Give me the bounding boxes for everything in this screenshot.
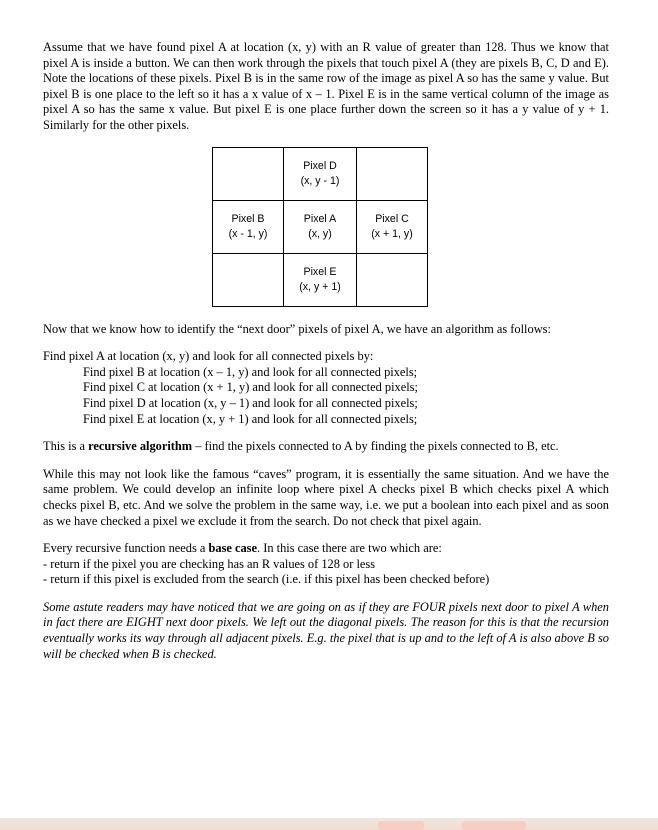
algorithm-step: Find pixel E at location (x, y + 1) and look for all connected pixels;	[83, 411, 418, 426]
grid-cell-pixel-e	[284, 253, 357, 306]
algorithm-step: Find pixel C at location (x + 1, y) and look for all connected pixels;	[83, 380, 418, 395]
algorithm-lead-paragraph: Now that we know how to identify the “next door” pixels of pixel A, we have an algorithm as follows:	[43, 321, 551, 336]
pixel-c-coord: (x + 1, y)	[371, 227, 413, 240]
pixel-d-label: Pixel D	[303, 159, 337, 172]
algorithm-step: Find pixel B at location (x – 1, y) and look for all connected pixels;	[83, 364, 418, 379]
base-case-item: - return if this pixel is excluded from the search (i.e. if this pixel has been checked before)	[43, 572, 490, 587]
pixel-a-coord: (x, y)	[308, 227, 332, 240]
pixel-e-coord: (x, y + 1)	[299, 280, 341, 293]
algorithm-block	[43, 349, 609, 427]
grid-cell-pixel-a	[284, 200, 357, 253]
base-case-item: - return if the pixel you are checking has an R values of 128 or less	[43, 556, 376, 571]
document-content	[43, 40, 609, 662]
base-case-term: base case	[208, 541, 258, 556]
pixel-grid-wrapper	[212, 147, 609, 307]
recursive-text-before: This is a	[43, 439, 89, 454]
page-bottom-edge	[0, 818, 658, 830]
diagonal-note-text: Some astute readers may have noticed that we are going on as if they are FOUR pixels next door to pixel A when in fact there are EIGHT next door pixels. We left out the diagonal pixels. The reason for this is that the recursion eventually works its way through all adjacent pixels. E.g. the pixel that is up and to the left of A is also above B so will be checked when B is checked.	[43, 599, 609, 661]
grid-cell-empty	[357, 147, 428, 200]
pixel-a-label: Pixel A	[303, 212, 337, 225]
algorithm-intro: Find pixel A at location (x, y) and look for all connected pixels by:	[43, 349, 374, 364]
base-case-text-after: . In this case there are two which are:	[257, 541, 442, 556]
pixel-b-label: Pixel B	[231, 212, 265, 225]
algorithm-step: Find pixel D at location (x, y – 1) and look for all connected pixels;	[83, 395, 418, 410]
base-case-block	[43, 541, 609, 588]
grid-cell-empty	[357, 253, 428, 306]
grid-cell-pixel-c	[357, 200, 428, 253]
pixel-b-coord: (x - 1, y)	[228, 227, 268, 240]
grid-cell-pixel-d	[284, 147, 357, 200]
recursive-algorithm-paragraph	[43, 439, 609, 455]
bottom-edge-highlight	[378, 821, 424, 830]
grid-cell-empty	[213, 147, 284, 200]
intro-paragraph: Assume that we have found pixel A at location (x, y) with an R value of greater than 128. Thus we know that pixel A is inside a button. We can then work through the pixels that touch pixel A (they are pixels B, C, D and E). Note the locations of these pixels. Pixel B is in the same row of the image as pixel A so has the same y value. But pixel B is one place to the left so it has a x value of x – 1. Pixel E is in the same vertical column of the image as pixel A so has the same x value. But pixel E is one place further down the screen so it has a y value of y + 1. Similarly for the other pixels.	[43, 40, 609, 132]
base-case-intro	[43, 541, 609, 557]
bottom-edge-highlight	[462, 821, 526, 830]
pixel-c-label: Pixel C	[375, 212, 409, 225]
diagonal-note-paragraph	[43, 600, 609, 662]
recursive-algorithm-term: recursive algorithm	[88, 439, 193, 454]
pixel-e-label: Pixel E	[303, 265, 337, 278]
grid-cell-empty	[213, 253, 284, 306]
pixel-d-coord: (x, y - 1)	[300, 174, 340, 187]
recursive-text-after: – find the pixels connected to A by finding the pixels connected to B, etc.	[192, 439, 559, 454]
base-case-text-before: Every recursive function needs a	[43, 541, 209, 556]
pixel-neighbor-grid	[212, 147, 428, 307]
caves-paragraph: While this may not look like the famous “caves” program, it is essentially the same situation. And we have the same problem. We could develop an infinite loop where pixel A checks pixel B which checks pixel A which checks pixel B, etc. And we solve the problem in the same way, i.e. we put a boolean into each pixel and as soon as we have checked a pixel we exclude it from the search. Do not check that pixel again.	[43, 466, 609, 528]
grid-cell-pixel-b	[213, 200, 284, 253]
